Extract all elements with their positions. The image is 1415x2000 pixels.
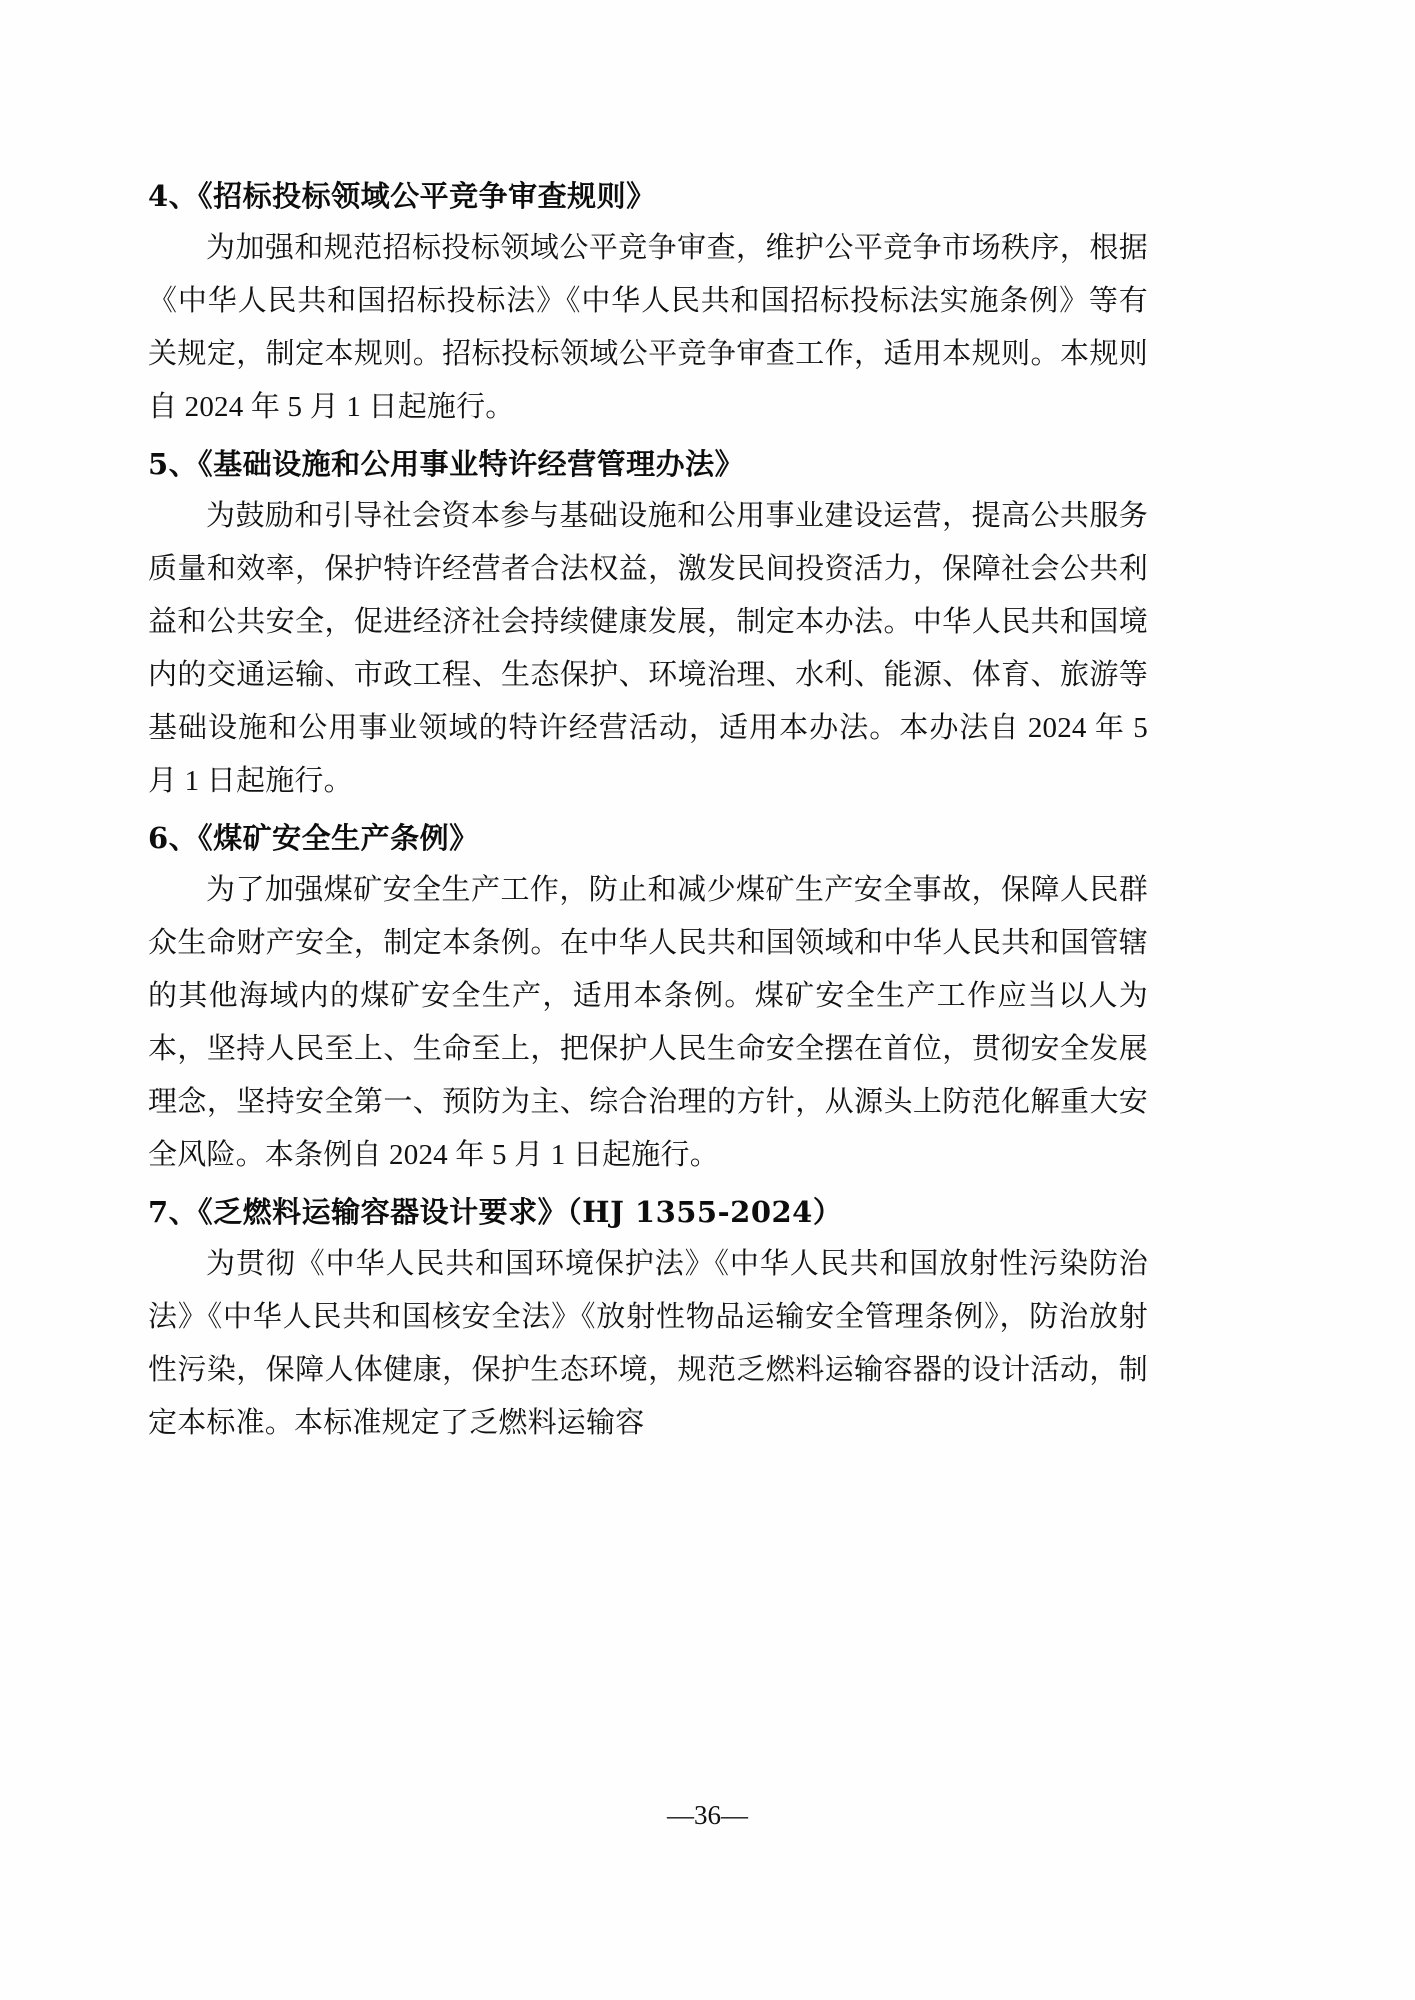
section-6-body: 为了加强煤矿安全生产工作，防止和减少煤矿生产安全事故，保障人民群众生命财产安全，制定本条例。在中华人民共和国领域和中华人民共和国管辖的其他海域内的煤矿安全生产，适用本条例。煤矿安全生产工作应当以人为本，坚持人民至上、生命至上，把保护人民生命安全摆在首位，贯彻安全发展理念，坚持安全第一、预防为主、综合治理的方针，从源头上防范化解重大安全风险。本条例自 2024 年 5 月 1 日起施行。 — [148, 874, 1148, 1171]
section-4 — [148, 170, 1148, 434]
section-4-body: 为加强和规范招标投标领域公平竞争审查，维护公平竞争市场秩序，根据《中华人民共和国招标投标法》《中华人民共和国招标投标法实施条例》等有关规定，制定本规则。招标投标领域公平竞争审查工作，适用本规则。本规则自 2024 年 5 月 1 日起施行。 — [148, 232, 1148, 423]
section-5 — [148, 438, 1148, 808]
section-5-body: 为鼓励和引导社会资本参与基础设施和公用事业建设运营，提高公共服务质量和效率，保护特许经营者合法权益，激发民间投资活力，保障社会公共利益和公共安全，促进经济社会持续健康发展，制定本办法。中华人民共和国境内的交通运输、市政工程、生态保护、环境治理、水利、能源、体育、旅游等基础设施和公用事业领域的特许经营活动，适用本办法。本办法自 2024 年 5 月 1 日起施行。 — [148, 500, 1148, 797]
section-4-heading: 4、《招标投标领域公平竞争审查规则》 — [148, 179, 656, 213]
section-7-heading: 7、《乏燃料运输容器设计要求》（HJ 1355-2024） — [148, 1195, 843, 1229]
section-6-heading: 6、《煤矿安全生产条例》 — [148, 821, 479, 855]
page-number: —36— — [667, 1800, 748, 1830]
page-content — [148, 170, 1148, 1454]
section-6 — [148, 812, 1148, 1182]
section-5-heading: 5、《基础设施和公用事业特许经营管理办法》 — [148, 447, 745, 481]
section-7 — [148, 1186, 1148, 1450]
section-7-body: 为贯彻《中华人民共和国环境保护法》《中华人民共和国放射性污染防治法》《中华人民共和国核安全法》《放射性物品运输安全管理条例》，防治放射性污染，保障人体健康，保护生态环境，规范乏燃料运输容器的设计活动，制定本标准。本标准规定了乏燃料运输容 — [148, 1248, 1148, 1439]
